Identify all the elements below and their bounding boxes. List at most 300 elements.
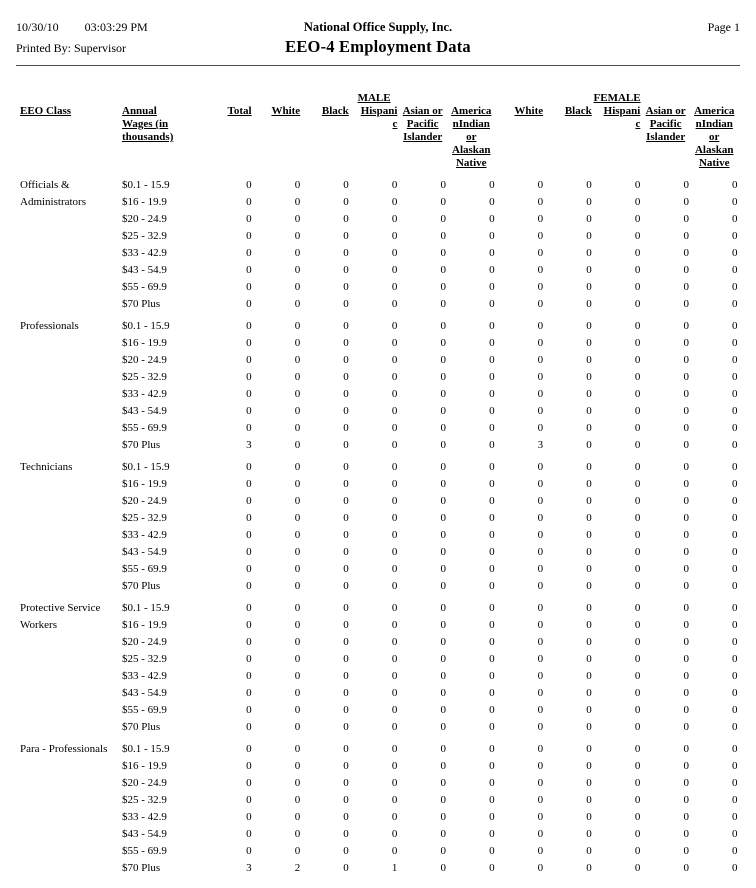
value-cell-female-black: 0 (586, 512, 592, 524)
value-cell-male-asian: 0 (440, 760, 446, 772)
column-header-line (447, 105, 496, 118)
value-cell-female-amindian: 0 (732, 580, 738, 592)
value-cell-female-white: 0 (537, 760, 544, 772)
value-cell-female-hispanic: 0 (634, 777, 641, 789)
value-cell-male-black: 0 (343, 743, 349, 755)
wage-band-label: $55 - 69.9 (122, 422, 167, 434)
value-cell-total: 0 (246, 845, 252, 857)
value-cell-male-asian: 0 (440, 495, 446, 507)
column-header-line (641, 105, 690, 118)
eeo-class-column-header: EEO Class (20, 105, 72, 117)
value-cell-male-black: 0 (343, 405, 349, 417)
column-header-line (447, 118, 496, 131)
value-cell-male-white: 0 (294, 529, 301, 541)
value-cell-male-amindian: 0 (489, 760, 495, 772)
value-cell-female-amindian: 0 (732, 845, 738, 857)
wage-band-label: $20 - 24.9 (122, 213, 167, 225)
value-cell-male-hispanic: 0 (391, 478, 398, 490)
value-cell-female-amindian: 0 (732, 862, 738, 874)
value-cell-male-hispanic: 0 (391, 230, 398, 242)
value-cell-male-hispanic: 0 (391, 653, 398, 665)
column-header-text: Native (455, 157, 487, 169)
column-header-text: Asian or (402, 105, 443, 117)
annual-wages-header-text: Wages (in (122, 118, 169, 130)
value-cell-female-asian: 0 (683, 247, 689, 259)
column-header-male-asian (398, 105, 447, 170)
value-cell-female-white: 0 (537, 337, 544, 349)
value-cell-male-black: 0 (343, 794, 349, 806)
value-cell-male-amindian: 0 (489, 828, 495, 840)
value-cell-total: 0 (246, 602, 252, 614)
column-header-line (496, 105, 544, 118)
value-cell-male-asian: 0 (440, 388, 446, 400)
value-cell-male-asian: 0 (440, 704, 446, 716)
wage-band-label: $33 - 42.9 (122, 529, 167, 541)
value-cell-male-asian: 0 (440, 721, 446, 733)
value-cell-female-amindian: 0 (732, 721, 738, 733)
value-cell-total: 0 (246, 794, 252, 806)
annual-wages-column-header (122, 105, 204, 170)
value-cell-male-asian: 0 (440, 337, 446, 349)
value-cell-female-asian: 0 (683, 828, 689, 840)
value-cell-female-hispanic: 0 (634, 546, 641, 558)
value-cell-total: 0 (246, 721, 252, 733)
value-cell-female-white: 0 (537, 794, 544, 806)
value-cell-total: 0 (246, 354, 252, 366)
value-cell-male-hispanic: 0 (391, 811, 398, 823)
value-cell-male-asian: 0 (440, 439, 446, 451)
column-header-line (593, 118, 641, 131)
value-cell-female-asian: 0 (683, 298, 689, 310)
column-header-line (398, 118, 447, 131)
value-cell-female-asian: 0 (683, 743, 689, 755)
value-cell-male-white: 0 (294, 828, 301, 840)
value-cell-female-amindian: 0 (732, 422, 738, 434)
value-cell-male-white: 0 (294, 619, 301, 631)
value-cell-male-asian: 0 (440, 264, 446, 276)
value-cell-female-amindian: 0 (732, 529, 738, 541)
value-cell-male-amindian: 0 (489, 298, 495, 310)
value-cell-male-asian: 0 (440, 461, 446, 473)
value-cell-female-asian: 0 (683, 439, 689, 451)
value-cell-female-hispanic: 0 (634, 529, 641, 541)
value-cell-male-amindian: 0 (489, 777, 495, 789)
value-cell-male-hispanic: 0 (391, 743, 398, 755)
value-cell-female-asian: 0 (683, 546, 689, 558)
value-cell-female-black: 0 (586, 422, 592, 434)
value-cell-total: 0 (246, 230, 252, 242)
value-cell-female-hispanic: 0 (634, 298, 641, 310)
column-header-male-hispanic (350, 105, 399, 170)
value-cell-female-hispanic: 0 (634, 687, 641, 699)
value-cell-male-black: 0 (343, 529, 349, 541)
value-cell-male-amindian: 0 (489, 478, 495, 490)
value-cell-male-asian: 0 (440, 422, 446, 434)
wage-band-label: $0.1 - 15.9 (122, 320, 170, 332)
value-cell-male-hispanic: 0 (391, 670, 398, 682)
value-cell-female-black: 0 (586, 670, 592, 682)
value-cell-male-white: 0 (294, 512, 301, 524)
value-cell-female-asian: 0 (683, 213, 689, 225)
column-header-text: c (635, 118, 641, 130)
column-header-text: Black (564, 105, 592, 117)
value-cell-male-asian: 0 (440, 179, 446, 191)
value-cell-male-hispanic: 0 (391, 461, 398, 473)
column-header-line (690, 118, 739, 131)
value-cell-female-hispanic: 0 (634, 478, 641, 490)
value-cell-male-hispanic: 0 (391, 337, 398, 349)
value-cell-male-asian: 0 (440, 512, 446, 524)
value-cell-female-asian: 0 (683, 512, 689, 524)
value-cell-female-hispanic: 0 (634, 461, 641, 473)
eeo-class-label: Officials & Administrators (20, 179, 86, 208)
value-cell-male-white: 0 (294, 281, 301, 293)
value-cell-female-asian: 0 (683, 461, 689, 473)
value-cell-male-amindian: 0 (489, 247, 495, 259)
column-header-text: Islander (646, 131, 686, 143)
eeo-class-label: Protective Service Workers (20, 602, 101, 631)
value-cell-male-black: 0 (343, 602, 349, 614)
value-cell-female-black: 0 (586, 619, 592, 631)
value-cell-male-white: 0 (294, 439, 301, 451)
value-cell-male-amindian: 0 (489, 405, 495, 417)
value-cell-male-asian: 0 (440, 213, 446, 225)
column-header-line (398, 105, 447, 118)
value-cell-male-asian: 0 (440, 230, 446, 242)
value-cell-total: 0 (246, 461, 252, 473)
value-cell-male-asian: 0 (440, 354, 446, 366)
value-cell-female-white: 0 (537, 354, 544, 366)
value-cell-female-hispanic: 0 (634, 862, 641, 874)
value-cell-total: 0 (246, 653, 252, 665)
value-cell-male-asian: 0 (440, 653, 446, 665)
value-cell-male-amindian: 0 (489, 529, 495, 541)
value-cell-male-black: 0 (343, 670, 349, 682)
value-cell-total: 0 (246, 828, 252, 840)
column-header-text: Hispani (603, 105, 641, 117)
column-header-male-white (253, 105, 302, 170)
wage-band-label: $20 - 24.9 (122, 636, 167, 648)
value-cell-female-hispanic: 0 (634, 512, 641, 524)
value-cell-total: 0 (246, 405, 252, 417)
value-cell-male-amindian: 0 (489, 636, 495, 648)
value-cell-male-white: 0 (294, 580, 301, 592)
value-cell-female-asian: 0 (683, 422, 689, 434)
column-header-text: White (271, 105, 301, 117)
column-header-line (350, 105, 398, 118)
value-cell-male-hispanic: 1 (391, 862, 398, 874)
wage-band-label: $55 - 69.9 (122, 845, 167, 857)
value-cell-female-amindian: 0 (732, 512, 738, 524)
value-cell-female-white: 0 (537, 704, 544, 716)
value-cell-female-amindian: 0 (732, 563, 738, 575)
value-cell-male-white: 0 (294, 563, 301, 575)
value-cell-female-amindian: 0 (732, 602, 738, 614)
value-cell-female-amindian: 0 (732, 546, 738, 558)
value-cell-female-white: 0 (537, 405, 544, 417)
wage-band-label: $0.1 - 15.9 (122, 743, 170, 755)
value-cell-male-asian: 0 (440, 529, 446, 541)
wage-band-label: $55 - 69.9 (122, 281, 167, 293)
value-cell-total: 3 (246, 439, 252, 451)
value-cell-female-hispanic: 0 (634, 721, 641, 733)
eeo-class-label: Technicians (20, 461, 73, 473)
value-cell-female-amindian: 0 (732, 704, 738, 716)
table-header (20, 92, 756, 170)
value-cell-male-hispanic: 0 (391, 777, 398, 789)
value-cell-female-amindian: 0 (732, 388, 738, 400)
value-cell-male-white: 0 (294, 687, 301, 699)
value-cell-male-black: 0 (343, 264, 349, 276)
wage-band-label: $43 - 54.9 (122, 264, 167, 276)
value-cell-female-asian: 0 (683, 636, 689, 648)
value-cell-male-asian: 0 (440, 862, 446, 874)
value-cell-female-asian: 0 (683, 619, 689, 631)
value-cell-female-black: 0 (586, 811, 592, 823)
value-cell-male-hispanic: 0 (391, 264, 398, 276)
column-header-text: Hispani (360, 105, 398, 117)
value-cell-female-asian: 0 (683, 862, 689, 874)
value-cell-female-hispanic: 0 (634, 743, 641, 755)
column-header-text: America (451, 105, 492, 117)
value-cell-total: 0 (246, 546, 252, 558)
annual-wages-header-line (122, 105, 204, 118)
value-cell-male-asian: 0 (440, 619, 446, 631)
value-cell-female-white: 0 (537, 388, 544, 400)
value-cell-female-hispanic: 0 (634, 247, 641, 259)
eeo-class-group (20, 741, 756, 877)
column-header-female-white (496, 105, 545, 170)
column-header-text: Islander (403, 131, 443, 143)
column-header-text: nIndian (452, 118, 490, 130)
value-cell-male-black: 0 (343, 636, 349, 648)
female-group-header: FEMALE (593, 92, 641, 104)
value-cell-female-asian: 0 (683, 264, 689, 276)
value-cell-female-asian: 0 (683, 337, 689, 349)
value-cell-male-black: 0 (343, 247, 349, 259)
column-header-text: Alaskan (694, 144, 734, 156)
value-cell-female-asian: 0 (683, 371, 689, 383)
value-cell-male-amindian: 0 (489, 743, 495, 755)
annual-wages-header-text: Annual (122, 105, 157, 117)
value-cell-female-white: 3 (537, 439, 544, 451)
wage-band-label: $0.1 - 15.9 (122, 461, 170, 473)
value-cell-male-white: 0 (294, 845, 301, 857)
wage-band-label: $33 - 42.9 (122, 388, 167, 400)
value-cell-male-amindian: 0 (489, 388, 495, 400)
column-header-line (641, 131, 690, 144)
wage-band-label: $25 - 32.9 (122, 794, 167, 806)
column-header-text: or (709, 131, 720, 143)
value-cell-female-hispanic: 0 (634, 281, 641, 293)
value-cell-female-hispanic: 0 (634, 439, 641, 451)
value-cell-female-white: 0 (537, 602, 544, 614)
value-cell-female-white: 0 (537, 320, 544, 332)
value-cell-male-black: 0 (343, 320, 349, 332)
value-cell-female-black: 0 (586, 602, 592, 614)
value-cell-total: 0 (246, 371, 252, 383)
value-cell-male-white: 0 (294, 670, 301, 682)
value-cell-male-black: 0 (343, 439, 349, 451)
value-cell-female-hispanic: 0 (634, 828, 641, 840)
value-cell-female-amindian: 0 (732, 794, 738, 806)
value-cell-male-amindian: 0 (489, 580, 495, 592)
eeo-class-label: Professionals (20, 320, 79, 332)
value-cell-female-asian: 0 (683, 845, 689, 857)
print-time: 03:03:29 PM (84, 20, 148, 34)
value-cell-female-hispanic: 0 (634, 230, 641, 242)
value-cell-female-white: 0 (537, 529, 544, 541)
value-cell-male-white: 0 (294, 354, 301, 366)
value-cell-male-hispanic: 0 (391, 213, 398, 225)
value-cell-male-black: 0 (343, 230, 349, 242)
value-cell-female-black: 0 (586, 196, 592, 208)
value-cell-male-black: 0 (343, 495, 349, 507)
eeo-class-group (20, 459, 756, 595)
annual-wages-header-line (122, 131, 204, 144)
value-cell-male-black: 0 (343, 845, 349, 857)
value-cell-male-amindian: 0 (489, 213, 495, 225)
value-cell-total: 0 (246, 687, 252, 699)
report-title: EEO-4 Employment Data (285, 37, 471, 56)
value-cell-female-amindian: 0 (732, 828, 738, 840)
value-cell-female-hispanic: 0 (634, 495, 641, 507)
value-cell-female-white: 0 (537, 196, 544, 208)
value-cell-male-black: 0 (343, 213, 349, 225)
value-cell-male-amindian: 0 (489, 670, 495, 682)
value-cell-male-amindian: 0 (489, 337, 495, 349)
value-cell-female-amindian: 0 (732, 619, 738, 631)
value-cell-total: 0 (246, 760, 252, 772)
value-cell-total: 0 (246, 320, 252, 332)
value-cell-female-amindian: 0 (732, 687, 738, 699)
value-cell-total: 0 (246, 264, 252, 276)
value-cell-female-amindian: 0 (732, 743, 738, 755)
value-cell-female-hispanic: 0 (634, 811, 641, 823)
value-cell-female-hispanic: 0 (634, 320, 641, 332)
column-header-line (253, 105, 301, 118)
value-cell-male-asian: 0 (440, 580, 446, 592)
value-cell-female-black: 0 (586, 298, 592, 310)
value-cell-male-hispanic: 0 (391, 619, 398, 631)
value-cell-female-black: 0 (586, 845, 592, 857)
value-cell-male-asian: 0 (440, 845, 446, 857)
value-cell-total: 0 (246, 563, 252, 575)
value-cell-male-hispanic: 0 (391, 687, 398, 699)
value-cell-male-amindian: 0 (489, 794, 495, 806)
value-cell-female-hispanic: 0 (634, 704, 641, 716)
column-header-text: c (392, 118, 398, 130)
wage-band-label: $70 Plus (122, 298, 161, 310)
value-cell-male-white: 0 (294, 320, 301, 332)
value-cell-female-black: 0 (586, 580, 592, 592)
value-cell-total: 0 (246, 298, 252, 310)
value-cell-female-white: 0 (537, 371, 544, 383)
wage-band-label: $20 - 24.9 (122, 495, 167, 507)
value-cell-male-hispanic: 0 (391, 247, 398, 259)
value-cell-female-hispanic: 0 (634, 422, 641, 434)
value-cell-male-asian: 0 (440, 247, 446, 259)
value-cell-male-asian: 0 (440, 794, 446, 806)
value-cell-total: 0 (246, 478, 252, 490)
value-cell-male-white: 0 (294, 247, 301, 259)
value-cell-male-white: 0 (294, 405, 301, 417)
value-cell-male-hispanic: 0 (391, 760, 398, 772)
value-cell-female-amindian: 0 (732, 179, 738, 191)
value-cell-female-amindian: 0 (732, 298, 738, 310)
value-cell-female-amindian: 0 (732, 230, 738, 242)
value-cell-female-white: 0 (537, 670, 544, 682)
value-cell-female-black: 0 (586, 529, 592, 541)
value-cell-female-white: 0 (537, 619, 544, 631)
value-cell-male-amindian: 0 (489, 512, 495, 524)
column-header-female-black (544, 105, 593, 170)
print-date: 10/30/10 (16, 20, 59, 34)
value-cell-female-asian: 0 (683, 478, 689, 490)
value-cell-female-amindian: 0 (732, 495, 738, 507)
value-cell-male-amindian: 0 (489, 653, 495, 665)
wage-band-label: $43 - 54.9 (122, 405, 167, 417)
value-cell-female-white: 0 (537, 828, 544, 840)
value-cell-male-amindian: 0 (489, 862, 495, 874)
value-cell-female-amindian: 0 (732, 196, 738, 208)
column-header-line (641, 118, 690, 131)
value-cell-male-black: 0 (343, 179, 349, 191)
value-cell-male-black: 0 (343, 388, 349, 400)
value-cell-male-black: 0 (343, 653, 349, 665)
value-cell-female-hispanic: 0 (634, 563, 641, 575)
column-header-total (204, 105, 253, 170)
value-cell-female-hispanic: 0 (634, 264, 641, 276)
value-cell-male-asian: 0 (440, 828, 446, 840)
value-cell-male-asian: 0 (440, 478, 446, 490)
value-cell-female-asian: 0 (683, 811, 689, 823)
value-cell-female-asian: 0 (683, 529, 689, 541)
value-cell-male-white: 0 (294, 230, 301, 242)
value-cell-total: 0 (246, 529, 252, 541)
value-cell-male-hispanic: 0 (391, 196, 398, 208)
value-cell-female-hispanic: 0 (634, 653, 641, 665)
wage-band-label: $0.1 - 15.9 (122, 602, 170, 614)
value-cell-male-white: 0 (294, 546, 301, 558)
column-header-line (593, 105, 641, 118)
value-cell-female-black: 0 (586, 230, 592, 242)
value-cell-female-white: 0 (537, 281, 544, 293)
value-cell-male-amindian: 0 (489, 546, 495, 558)
value-cell-male-asian: 0 (440, 687, 446, 699)
value-cell-male-amindian: 0 (489, 721, 495, 733)
value-cell-male-black: 0 (343, 354, 349, 366)
report-header (0, 0, 756, 66)
value-cell-female-asian: 0 (683, 354, 689, 366)
value-cell-total: 0 (246, 196, 252, 208)
column-header-text: nIndian (695, 118, 733, 130)
value-cell-male-hispanic: 0 (391, 422, 398, 434)
value-cell-male-hispanic: 0 (391, 388, 398, 400)
value-cell-male-asian: 0 (440, 636, 446, 648)
print-datetime (16, 20, 236, 35)
column-header-female-amindian (690, 105, 739, 170)
value-cell-female-asian: 0 (683, 388, 689, 400)
value-cell-female-hispanic: 0 (634, 619, 641, 631)
value-cell-female-asian: 0 (683, 230, 689, 242)
value-cell-female-black: 0 (586, 687, 592, 699)
column-header-line (398, 131, 447, 144)
value-cell-male-amindian: 0 (489, 704, 495, 716)
value-cell-female-amindian: 0 (732, 405, 738, 417)
value-cell-male-hispanic: 0 (391, 281, 398, 293)
wage-band-label: $16 - 19.9 (122, 760, 167, 772)
